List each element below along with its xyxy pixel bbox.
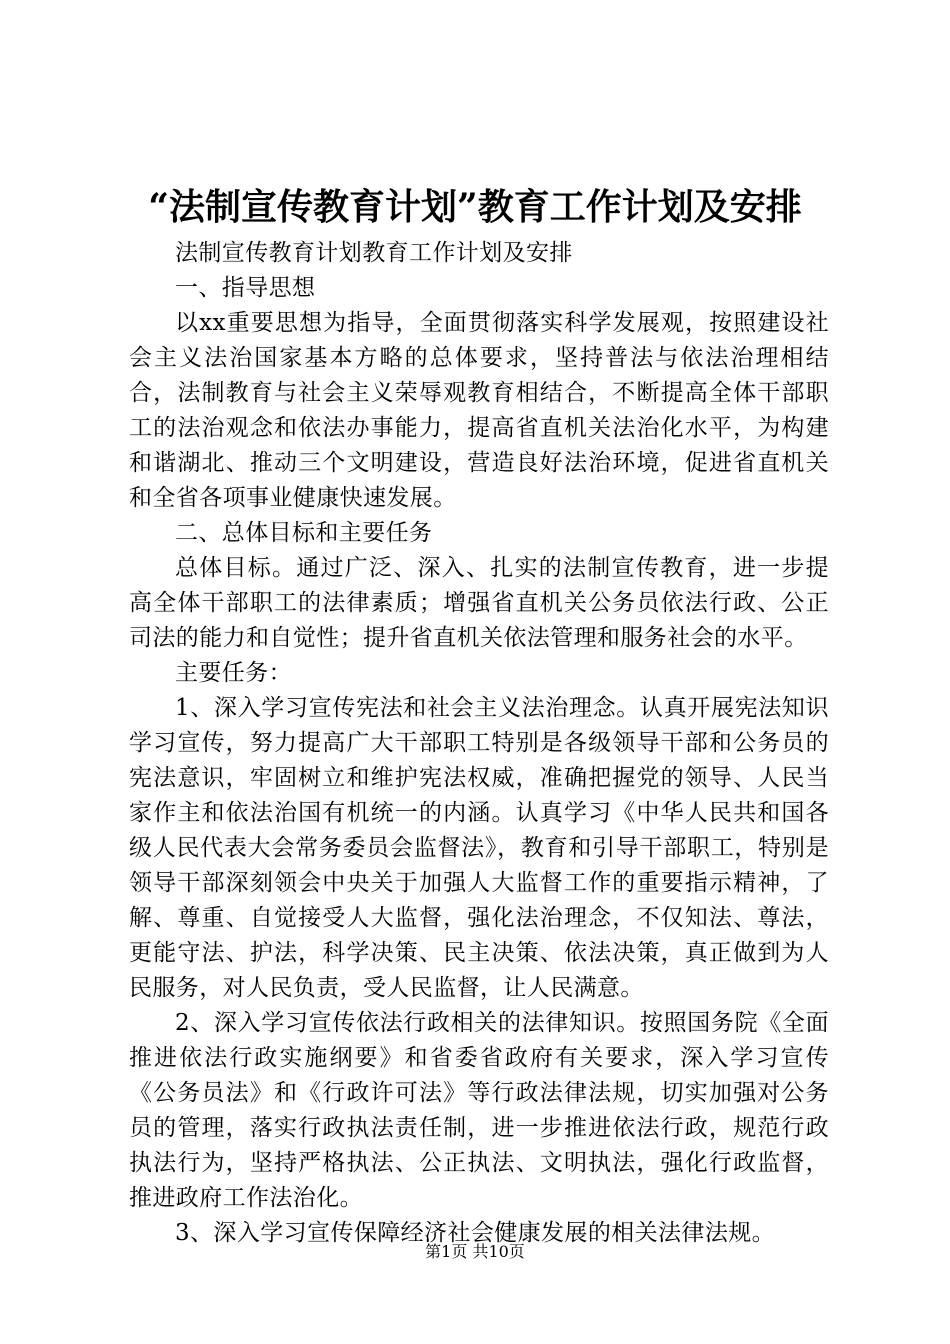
paragraph-task-3: 3、深入学习宣传保障经济社会健康发展的相关法律法规。 [175, 1220, 776, 1246]
document-title: “法制宣传教育计划”教育工作计划及安排 [148, 186, 802, 228]
page-footer: 第1页 共10页 [425, 1242, 525, 1261]
paragraph-task-2: 2、深入学习宣传依法行政相关的法律知识。按照国务院《全面推进依法行政实施纲要》和省委省政府有关要求，深入学习宣传《公务员法》和《行政许可法》等行政法律法规，切实加强对公务员的管理，落实行政执法责任制，进一步推进依法行政，规范行政执法行为，坚持严格执法、公正执法、文明执法，强化行政监督，推进政府工作法治化。 [129, 1010, 829, 1211]
section-heading-goals-and-tasks: 二、总体目标和主要任务 [175, 520, 433, 546]
document-body [129, 236, 829, 1251]
paragraph-guiding-ideology: 以xx重要思想为指导，全面贯彻落实科学发展观，按照建设社会主义法治国家基本方略的总体要求，坚持普法与依法治理相结合，法制教育与社会主义荣辱观教育相结合，不断提高全体干部职工的法治观念和依法办事能力，提高省直机关法治化水平，为构建和谐湖北、推动三个文明建设，营造良好法治环境，促进省直机关和全省各项事业健康快速发展。 [129, 310, 829, 511]
paragraph-subtitle: 法制宣传教育计划教育工作计划及安排 [175, 240, 573, 266]
paragraph-main-tasks-label: 主要任务： [175, 660, 292, 686]
section-heading-guiding-ideology: 一、指导思想 [175, 275, 316, 301]
paragraph-overall-goal: 总体目标。通过广泛、深入、扎实的法制宣传教育，进一步提高全体干部职工的法律素质；增强省直机关公务员依法行政、公正司法的能力和自觉性；提升省直机关依法管理和服务社会的水平。 [129, 555, 829, 651]
paragraph-task-1: 1、深入学习宣传宪法和社会主义法治理念。认真开展宪法知识学习宣传，努力提高广大干部职工特别是各级领导干部和公务员的宪法意识，牢固树立和维护宪法权威，准确把握党的领导、人民当家作主和依法治国有机统一的内涵。认真学习《中华人民共和国各级人民代表大会常务委员会监督法》，教育和引导干部职工，特别是领导干部深刻领会中央关于加强人大监督工作的重要指示精神，了解、尊重、自觉接受人大监督，强化法治理念，不仅知法、尊法，更能守法、护法，科学决策、民主决策、依法决策，真正做到为人民服务，对人民负责，受人民监督，让人民满意。 [129, 695, 829, 1001]
